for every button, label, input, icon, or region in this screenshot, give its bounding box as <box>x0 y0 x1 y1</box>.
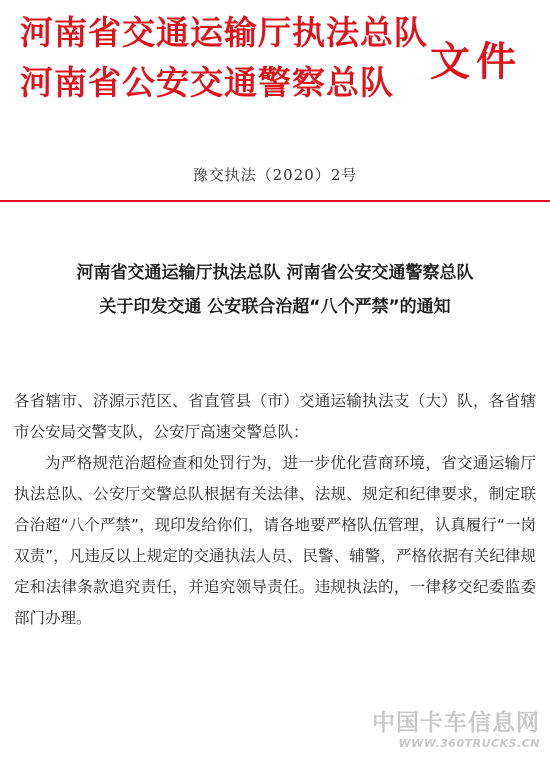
site-watermark <box>372 704 540 750</box>
watermark-url: WWW.360TRUCKS.CN <box>398 737 540 750</box>
body-paragraph: 为严格规范治超检查和处罚行为，进一步优化营商环境，省交通运输厅执法总队、公安厅交警总队根据有关法律、法规、规定和纪律要求，制定联合治超“八个严禁”，现印发给你们，请各地要严格队伍管理，认真履行“一岗双责”，凡违反以上规定的交通执法人员、民警、辅警，严格依据有关纪律规定和法律条款追究责任，并追究领导责任。违规执法的，一律移交纪委监委部门办理。 <box>14 454 536 627</box>
salutation: 各省辖市、济源示范区、省直管县（市）交通运输执法支（大）队，各省辖市公安局交警支队，公安厅高速交警总队： <box>14 392 536 441</box>
notice-body <box>14 386 536 634</box>
agency-line-1: 河南省交通运输厅执法总队 <box>20 13 428 52</box>
red-divider <box>0 200 550 202</box>
notice-title <box>0 256 550 324</box>
title-line-2: 关于印发交通 公安联合治超“八个严禁”的通知 <box>99 297 451 317</box>
title-line-1: 河南省交通运输厅执法总队 河南省公安交通警察总队 <box>76 263 474 283</box>
agency-line-2: 河南省公安交通警察总队 <box>20 63 394 102</box>
document-label: 文件 <box>430 39 522 85</box>
document-header <box>0 0 550 120</box>
document-number: 豫交执法（2020）2号 <box>192 166 358 184</box>
issuing-agencies <box>20 8 440 108</box>
watermark-name: 中国卡车信息网 <box>372 710 540 736</box>
